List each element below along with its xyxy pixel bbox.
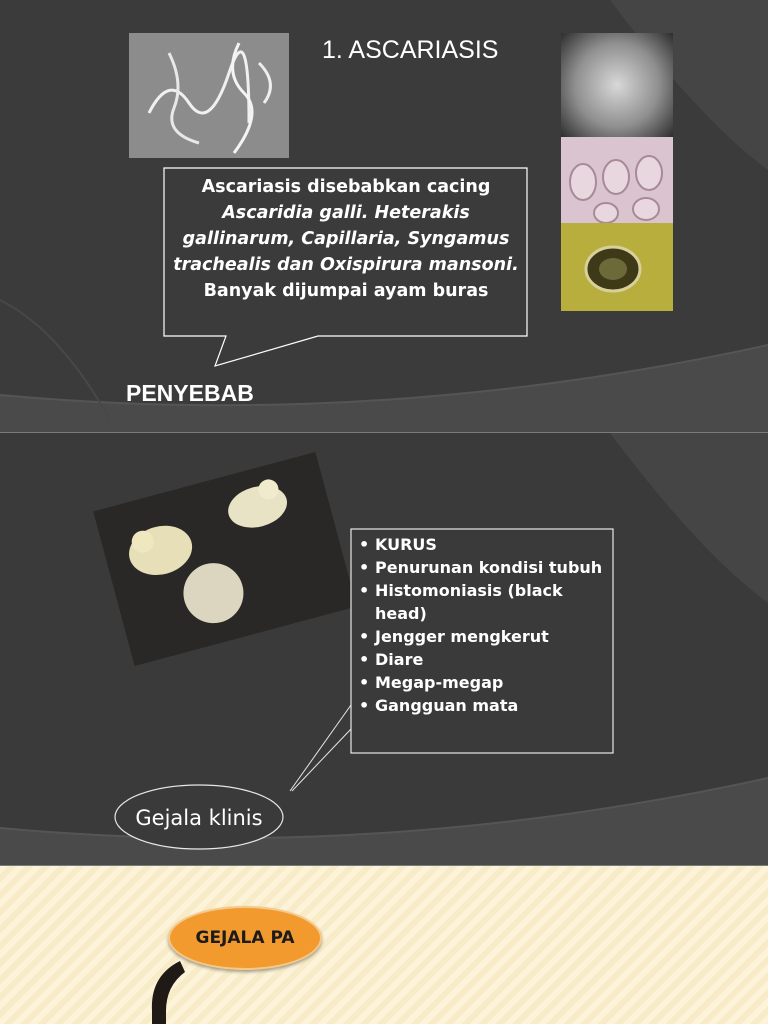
cause-tail: Banyak dijumpai ayam buras (203, 281, 489, 301)
section-label: PENYEBAB (126, 380, 254, 406)
list-item: • Megap-megap (359, 673, 504, 692)
cause-description (164, 174, 528, 304)
bullet-icon: • (359, 627, 370, 646)
cause-parasite-names: Ascaridia galli. Heterakis gallinarum, Capillaria, Syngamus trachealis dan Oxispirura mansoni. (173, 203, 519, 275)
list-item: • KURUS (359, 535, 437, 554)
bullet-icon: • (359, 650, 370, 669)
symptom-list (351, 529, 613, 753)
slide-penyebab (0, 0, 768, 432)
slide-gejala-pa (0, 866, 768, 1024)
cause-line1: Ascariasis disebabkan cacing (201, 177, 491, 197)
list-item: • Jengger mengkerut (359, 627, 549, 646)
list-item: • Diare (359, 650, 424, 669)
bullet-icon: • (359, 673, 370, 692)
slide-title: 1. ASCARIASIS (322, 36, 499, 64)
clinical-signs-label: Gejala klinis (135, 806, 263, 830)
bullet-icon: • (359, 696, 370, 715)
gejala-pa-badge: GEJALA PA (168, 906, 322, 970)
list-item: • Penurunan kondisi tubuh (359, 558, 603, 577)
bullet-icon: • (359, 535, 370, 554)
list-item: • Histomoniasis (black head) (359, 581, 563, 623)
list-item: • Gangguan mata (359, 696, 519, 715)
bullet-icon: • (359, 558, 370, 577)
bullet-icon: • (359, 581, 370, 600)
curved-arrow-icon (0, 866, 768, 1024)
slide-gejala-klinis (0, 433, 768, 865)
